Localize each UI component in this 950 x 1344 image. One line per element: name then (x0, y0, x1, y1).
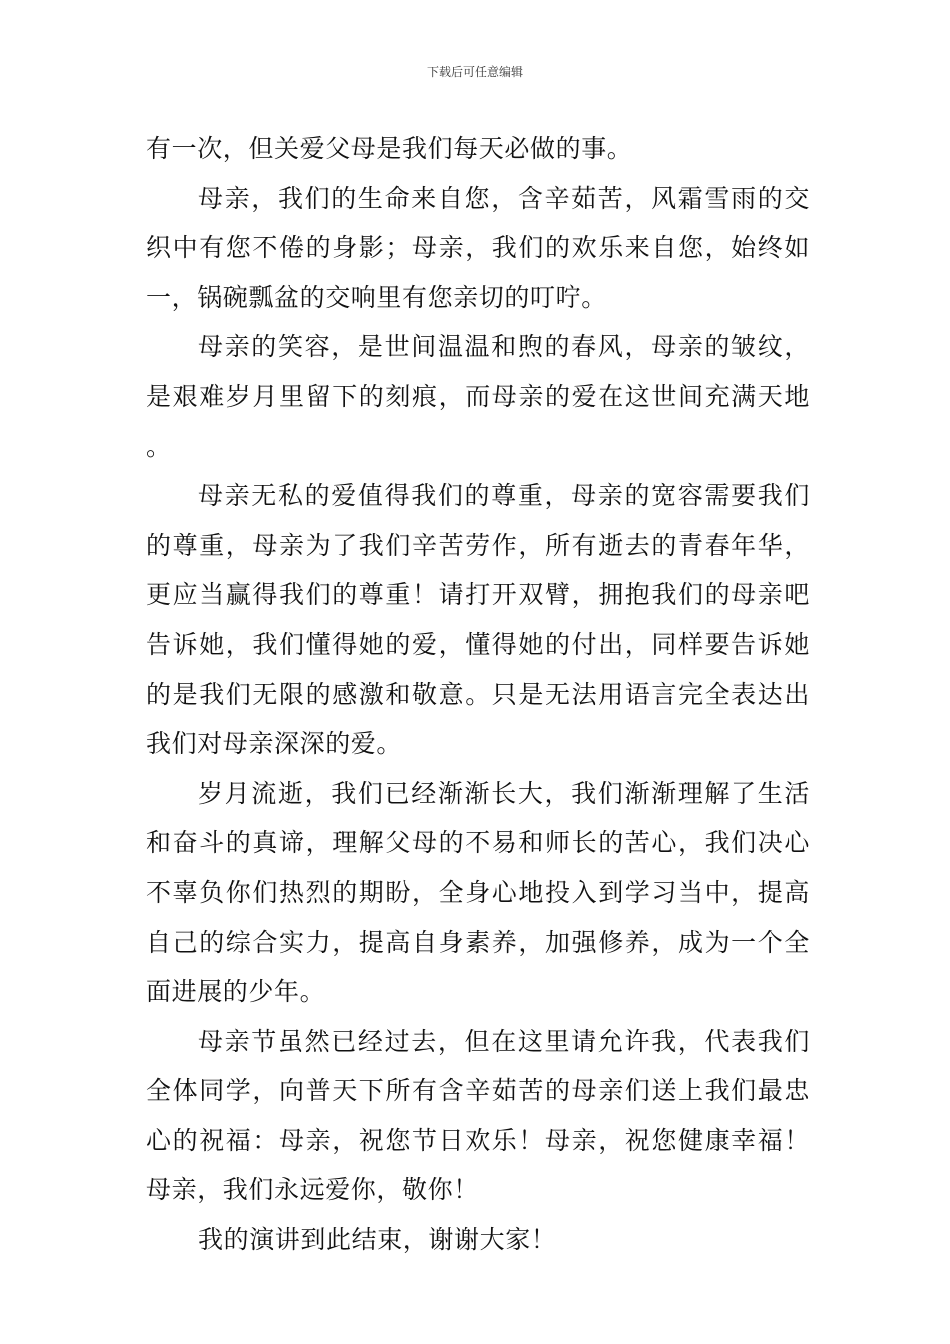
paragraph-closing: 我的演讲到此结束，谢谢大家！ (198, 1225, 557, 1255)
paragraph-growing-up: 岁月流逝，我们已经渐渐长大，我们渐渐理解了生活和奋斗的真谛，理解父母的不易和师长的苦心，我们决心不辜负你们热烈的期盼，全身心地投入到学习当中，提高自己的综合实力，提高自身素养，加强修养，成为一个全面进展的少年。 (146, 778, 810, 1007)
paragraph-mother-respect: 母亲无私的爱值得我们的尊重，母亲的宽容需要我们的尊重，母亲为了我们辛苦劳作，所有逝去的青春年华，更应当赢得我们的尊重！请打开双臂，拥抱我们的母亲吧告诉她，我们懂得她的爱，懂得她的付出，同样要告诉她的是我们无限的感激和敬意。只是无法用语言完全表达出我们对母亲深深的爱。 (146, 481, 810, 759)
paragraph-mother-smile: 母亲的笑容，是世间温温和煦的春风，母亲的皱纹，是艰难岁月里留下的刻痕，而母亲的爱在这世间充满天地。 (146, 332, 810, 461)
paragraph-mothers-day-wishes: 母亲节虽然已经过去，但在这里请允许我，代表我们全体同学，向普天下所有含辛茹苦的母亲们送上我们最忠心的祝福：母亲，祝您节日欢乐！母亲，祝您健康幸福！母亲，我们永远爱你，敬你！ (146, 1026, 810, 1205)
document-body (146, 124, 810, 1265)
paragraph-continuation: 有一次，但关爱父母是我们每天必做的事。 (146, 134, 633, 163)
paragraph-mother-life-joy: 母亲，我们的生命来自您，含辛茹苦，风霜雪雨的交织中有您不倦的身影；母亲，我们的欢乐来自您，始终如一，锅碗瓢盆的交响里有您亲切的叮咛。 (146, 183, 810, 312)
page-header-note: 下载后可任意编辑 (426, 65, 523, 79)
